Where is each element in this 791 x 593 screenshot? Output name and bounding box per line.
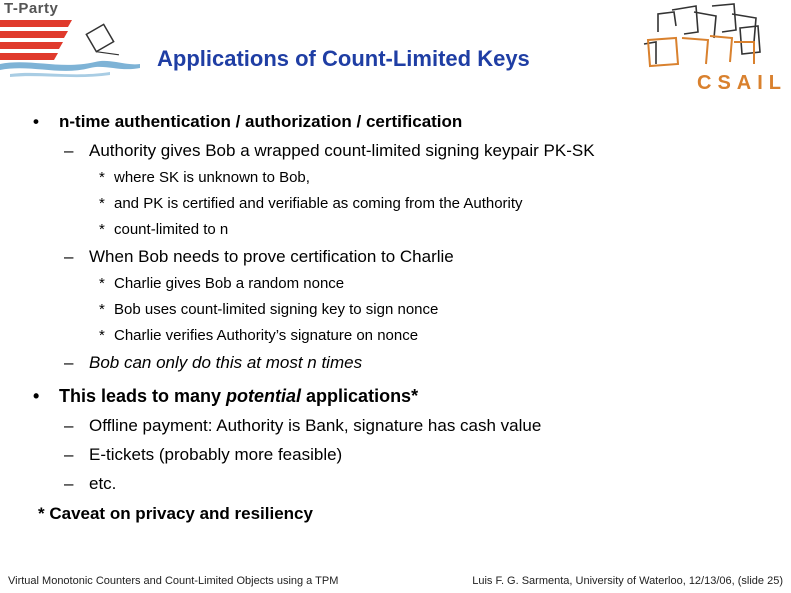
bullet-1-text: n-time authentication / authorization / certification [59, 112, 463, 131]
bullet-marker: • [33, 112, 39, 131]
sub-bullet-3 [64, 353, 362, 373]
sub-sub-item: * where SK is unknown to Bob, [99, 169, 310, 186]
caveat-note: * Caveat on privacy and resiliency [38, 504, 313, 523]
tparty-logo-text: T-Party [4, 0, 59, 17]
sub-bullet: – E-tickets (probably more feasible) [64, 445, 343, 464]
bullet-1 [33, 112, 462, 132]
star-marker: * [99, 301, 105, 318]
dash-marker: – [64, 141, 74, 160]
sub-bullet: – etc. [64, 474, 117, 493]
sub-bullet-3-text: Bob can only do this at most n times [89, 353, 363, 372]
star-marker: * [99, 221, 105, 238]
dash-marker: – [64, 474, 74, 493]
star-marker: * [99, 169, 105, 186]
star-marker: * [99, 195, 105, 212]
sub-sub-item: * Bob uses count-limited signing key to sign nonce [99, 301, 439, 318]
dash-marker: – [64, 353, 74, 372]
star-marker: * [99, 327, 105, 344]
bullet-marker: • [33, 386, 40, 406]
sub-sub-item: * Charlie gives Bob a random nonce [99, 275, 345, 292]
sub-bullet-2 [64, 247, 454, 267]
slide-title: Applications of Count-Limited Keys [157, 46, 530, 71]
sub-bullet-1 [64, 141, 595, 161]
sub-sub-item: * count-limited to n [99, 221, 229, 238]
sub-bullet-1-text: Authority gives Bob a wrapped count-limited signing keypair PK-SK [89, 141, 595, 160]
csail-logo-text: CSAIL [697, 72, 787, 94]
sub-sub-item: * and PK is certified and verifiable as coming from the Authority [99, 195, 523, 212]
sub-sub-item: * Charlie verifies Authority’s signature on nonce [99, 327, 419, 344]
footer-right: Luis F. G. Sarmenta, University of Waterloo, 12/13/06, (slide 25) [472, 575, 783, 587]
star-marker: * [99, 275, 105, 292]
dash-marker: – [64, 247, 74, 266]
dash-marker: – [64, 416, 74, 435]
dash-marker: – [64, 445, 74, 464]
footer-left: Virtual Monotonic Counters and Count-Limited Objects using a TPM [8, 575, 339, 587]
sub-bullet: – Offline payment: Authority is Bank, signature has cash value [64, 416, 542, 435]
bullet-2: • This leads to many potential applications* [33, 386, 419, 406]
sub-bullet-2-text: When Bob needs to prove certification to Charlie [89, 247, 454, 266]
emphasis-potential: potential [226, 386, 302, 406]
